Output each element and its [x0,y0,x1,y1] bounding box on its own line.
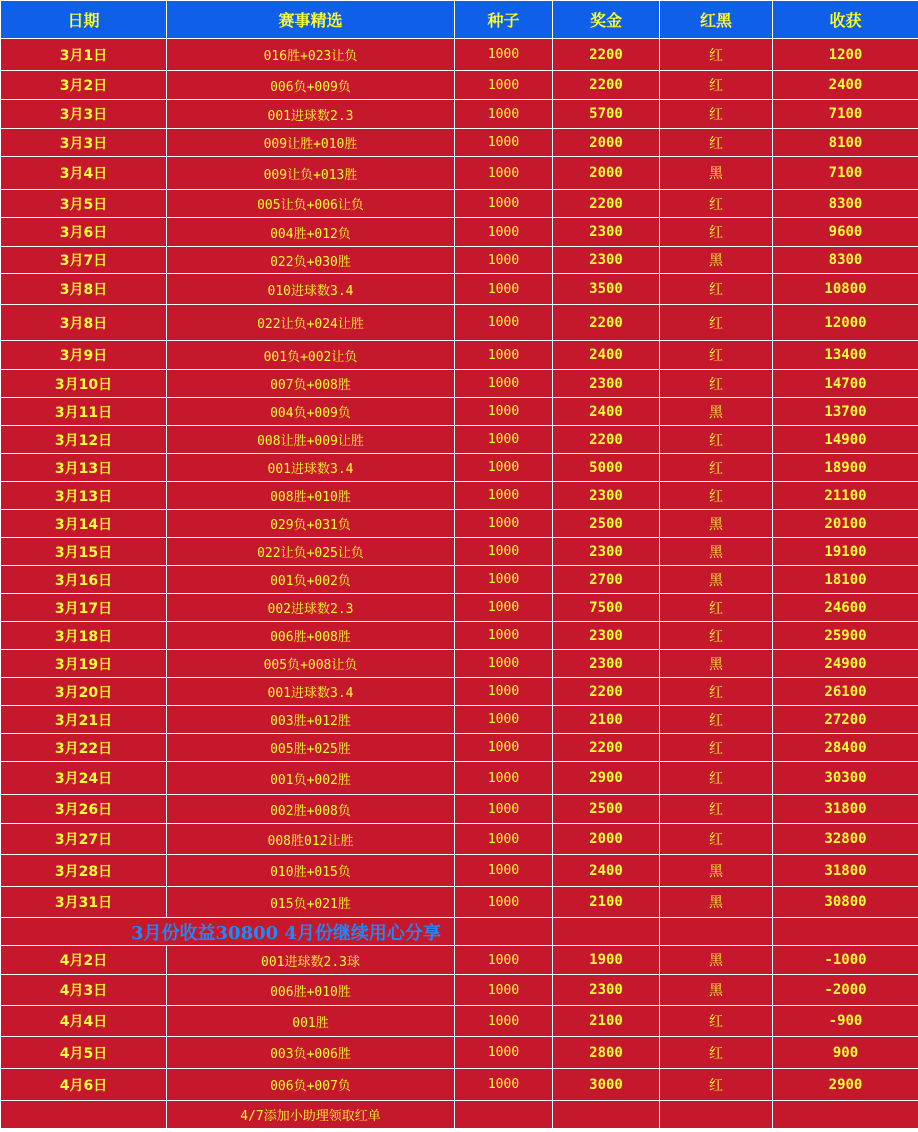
cell-profit: 18900 [773,454,918,482]
table-row [1,100,918,129]
cell-pick: 002胜+008负 [167,795,455,824]
cell-profit: 21100 [773,482,918,510]
cell-profit: 13700 [773,398,918,426]
cell-pick: 001胜 [167,1006,455,1037]
table-row [1,855,918,887]
cell-prize: 5000 [553,454,660,482]
cell-profit: 30300 [773,762,918,795]
cell-prize: 2200 [553,734,660,762]
table-row [1,650,918,678]
cell-pick: 004胜+012负 [167,218,455,247]
cell-result: 红 [660,1069,773,1101]
cell-prize: 2300 [553,247,660,274]
cell-date: 3月13日 [1,454,167,482]
cell-result: 黑 [660,946,773,975]
cell-profit: 24900 [773,650,918,678]
cell-profit: 24600 [773,594,918,622]
cell-profit: 20100 [773,510,918,538]
cell-prize: 2400 [553,398,660,426]
cell-result: 红 [660,1037,773,1069]
cell-seed: 1000 [455,39,553,71]
cell-date: 3月26日 [1,795,167,824]
cell-date: 3月14日 [1,510,167,538]
header-pick: 赛事精选 [167,1,455,39]
cell-pick: 005负+008让负 [167,650,455,678]
cell-profit: 8300 [773,190,918,218]
cell-pick: 022让负+025让负 [167,538,455,566]
cell-date: 3月8日 [1,305,167,341]
cell-date: 3月12日 [1,426,167,454]
cell-result: 黑 [660,247,773,274]
cell-date: 3月1日 [1,39,167,71]
cell-profit: 18100 [773,566,918,594]
footer-empty-cell [773,1101,918,1129]
cell-pick: 006负+007负 [167,1069,455,1101]
cell-pick: 008胜012让胜 [167,824,455,855]
march-records [1,39,918,918]
cell-prize: 1900 [553,946,660,975]
table-row [1,398,918,426]
cell-result: 红 [660,100,773,129]
cell-pick: 015负+021胜 [167,887,455,918]
cell-pick: 005让负+006让负 [167,190,455,218]
cell-result: 红 [660,482,773,510]
cell-result: 黑 [660,510,773,538]
cell-result: 红 [660,39,773,71]
cell-profit: -2000 [773,975,918,1006]
footer-empty-cell [1,1101,167,1129]
cell-date: 3月19日 [1,650,167,678]
table-row [1,274,918,305]
cell-profit: 31800 [773,795,918,824]
cell-pick: 001负+002让负 [167,341,455,370]
cell-profit: 7100 [773,157,918,190]
cell-prize: 7500 [553,594,660,622]
cell-date: 3月3日 [1,100,167,129]
cell-pick: 005胜+025胜 [167,734,455,762]
cell-seed: 1000 [455,190,553,218]
cell-seed: 1000 [455,100,553,129]
cell-profit: 25900 [773,622,918,650]
table-row [1,1037,918,1069]
cell-result: 红 [660,426,773,454]
cell-seed: 1000 [455,510,553,538]
cell-result: 红 [660,762,773,795]
table-row [1,482,918,510]
cell-profit: 12000 [773,305,918,341]
cell-result: 黑 [660,157,773,190]
cell-pick: 001负+002胜 [167,762,455,795]
cell-result: 红 [660,1006,773,1037]
table-row [1,622,918,650]
table-row [1,157,918,190]
cell-seed: 1000 [455,247,553,274]
cell-date: 3月27日 [1,824,167,855]
cell-seed: 1000 [455,274,553,305]
cell-prize: 2400 [553,341,660,370]
table-row [1,946,918,975]
cell-pick: 009让胜+010胜 [167,129,455,157]
cell-prize: 2200 [553,71,660,100]
summary-section [1,918,918,946]
cell-seed: 1000 [455,218,553,247]
cell-date: 3月11日 [1,398,167,426]
cell-prize: 2300 [553,622,660,650]
cell-prize: 2100 [553,1006,660,1037]
table-row [1,71,918,100]
cell-seed: 1000 [455,706,553,734]
cell-seed: 1000 [455,678,553,706]
cell-prize: 2000 [553,157,660,190]
cell-profit: 13400 [773,341,918,370]
cell-pick: 016胜+023让负 [167,39,455,71]
cell-profit: 26100 [773,678,918,706]
cell-result: 红 [660,129,773,157]
cell-seed: 1000 [455,824,553,855]
table-row [1,538,918,566]
cell-pick: 010进球数3.4 [167,274,455,305]
cell-pick: 004负+009负 [167,398,455,426]
cell-date: 3月24日 [1,762,167,795]
header-seed: 种子 [455,1,553,39]
cell-pick: 008胜+010胜 [167,482,455,510]
cell-seed: 1000 [455,454,553,482]
cell-date: 3月3日 [1,129,167,157]
cell-profit: 28400 [773,734,918,762]
cell-prize: 2000 [553,824,660,855]
table-row [1,594,918,622]
summary-empty-cell [553,918,660,946]
cell-seed: 1000 [455,855,553,887]
table-row [1,454,918,482]
cell-prize: 2200 [553,426,660,454]
cell-date: 4月2日 [1,946,167,975]
cell-result: 黑 [660,855,773,887]
table-row [1,510,918,538]
cell-date: 4月5日 [1,1037,167,1069]
cell-profit: 32800 [773,824,918,855]
table-row [1,734,918,762]
cell-seed: 1000 [455,398,553,426]
cell-seed: 1000 [455,762,553,795]
cell-date: 3月15日 [1,538,167,566]
cell-seed: 1000 [455,341,553,370]
cell-date: 4月6日 [1,1069,167,1101]
table-row [1,305,918,341]
cell-result: 红 [660,190,773,218]
cell-pick: 009让负+013胜 [167,157,455,190]
cell-seed: 1000 [455,887,553,918]
cell-seed: 1000 [455,538,553,566]
cell-profit: 1200 [773,39,918,71]
cell-prize: 2300 [553,975,660,1006]
cell-seed: 1000 [455,946,553,975]
cell-profit: 2400 [773,71,918,100]
cell-pick: 006胜+010胜 [167,975,455,1006]
cell-seed: 1000 [455,594,553,622]
cell-profit: 8100 [773,129,918,157]
cell-seed: 1000 [455,1069,553,1101]
cell-prize: 2200 [553,678,660,706]
table-row [1,795,918,824]
cell-result: 黑 [660,887,773,918]
cell-pick: 001负+002负 [167,566,455,594]
cell-result: 红 [660,795,773,824]
cell-seed: 1000 [455,1037,553,1069]
summary-empty-cell [660,918,773,946]
cell-profit: 14900 [773,426,918,454]
cell-date: 3月4日 [1,157,167,190]
footer-empty-cell [553,1101,660,1129]
cell-prize: 5700 [553,100,660,129]
header-result: 红黑 [660,1,773,39]
cell-seed: 1000 [455,734,553,762]
cell-date: 3月9日 [1,341,167,370]
table-row [1,370,918,398]
cell-profit: 10800 [773,274,918,305]
cell-prize: 2500 [553,510,660,538]
cell-seed: 1000 [455,426,553,454]
cell-pick: 010胜+015负 [167,855,455,887]
cell-date: 3月20日 [1,678,167,706]
cell-pick: 003胜+012胜 [167,706,455,734]
cell-date: 3月10日 [1,370,167,398]
cell-prize: 3500 [553,274,660,305]
cell-pick: 003负+006胜 [167,1037,455,1069]
table-row [1,887,918,918]
cell-seed: 1000 [455,71,553,100]
footer-section [1,1101,918,1129]
cell-date: 4月4日 [1,1006,167,1037]
cell-result: 红 [660,594,773,622]
cell-result: 红 [660,341,773,370]
table-row [1,566,918,594]
cell-profit: 27200 [773,706,918,734]
cell-date: 3月17日 [1,594,167,622]
cell-pick: 006负+009负 [167,71,455,100]
cell-pick: 007负+008胜 [167,370,455,398]
cell-profit: 31800 [773,855,918,887]
cell-date: 3月16日 [1,566,167,594]
cell-prize: 2200 [553,305,660,341]
cell-prize: 2300 [553,370,660,398]
cell-profit: 2900 [773,1069,918,1101]
cell-pick: 008让胜+009让胜 [167,426,455,454]
cell-seed: 1000 [455,129,553,157]
cell-result: 红 [660,71,773,100]
april-records [1,946,918,1101]
cell-pick: 022负+030胜 [167,247,455,274]
table-row [1,218,918,247]
cell-result: 红 [660,824,773,855]
cell-date: 3月7日 [1,247,167,274]
cell-result: 黑 [660,566,773,594]
cell-profit: 19100 [773,538,918,566]
cell-date: 3月13日 [1,482,167,510]
cell-pick: 001进球数2.3 [167,100,455,129]
cell-result: 红 [660,305,773,341]
cell-date: 3月31日 [1,887,167,918]
cell-seed: 1000 [455,622,553,650]
cell-date: 3月21日 [1,706,167,734]
cell-prize: 2200 [553,190,660,218]
cell-result: 红 [660,622,773,650]
header-profit: 收获 [773,1,918,39]
cell-prize: 2800 [553,1037,660,1069]
footer-row [1,1101,918,1129]
cell-result: 红 [660,678,773,706]
summary-row [1,918,918,946]
table-row [1,39,918,71]
cell-seed: 1000 [455,482,553,510]
footer-empty-cell [660,1101,773,1129]
cell-date: 3月2日 [1,71,167,100]
summary-text: 3月份收益30800 4月份继续用心分享 [1,918,455,946]
cell-seed: 1000 [455,370,553,398]
cell-profit: 14700 [773,370,918,398]
cell-result: 红 [660,370,773,398]
cell-date: 3月8日 [1,274,167,305]
cell-result: 红 [660,274,773,305]
cell-prize: 2300 [553,650,660,678]
cell-prize: 2700 [553,566,660,594]
cell-prize: 2100 [553,887,660,918]
cell-seed: 1000 [455,157,553,190]
cell-result: 红 [660,734,773,762]
summary-empty-cell [455,918,553,946]
cell-profit: 9600 [773,218,918,247]
footer-empty-cell [455,1101,553,1129]
cell-pick: 001进球数2.3球 [167,946,455,975]
cell-pick: 002进球数2.3 [167,594,455,622]
cell-date: 3月22日 [1,734,167,762]
cell-pick: 029负+031负 [167,510,455,538]
cell-seed: 1000 [455,795,553,824]
cell-prize: 3000 [553,1069,660,1101]
table-row [1,975,918,1006]
cell-profit: 30800 [773,887,918,918]
cell-prize: 2100 [553,706,660,734]
cell-prize: 2500 [553,795,660,824]
table-row [1,426,918,454]
footer-note: 4/7添加小助理领取红单 [167,1101,455,1129]
cell-result: 红 [660,218,773,247]
summary-empty-cell [773,918,918,946]
table-row [1,762,918,795]
cell-prize: 2000 [553,129,660,157]
cell-seed: 1000 [455,1006,553,1037]
cell-pick: 006胜+008胜 [167,622,455,650]
table-row [1,824,918,855]
cell-result: 黑 [660,398,773,426]
header-date: 日期 [1,1,167,39]
cell-pick: 001进球数3.4 [167,454,455,482]
table-row [1,1069,918,1101]
cell-pick: 022让负+024让胜 [167,305,455,341]
header-prize: 奖金 [553,1,660,39]
cell-seed: 1000 [455,305,553,341]
table-row [1,247,918,274]
cell-prize: 2300 [553,218,660,247]
table-row [1,1006,918,1037]
cell-profit: 7100 [773,100,918,129]
cell-prize: 2200 [553,39,660,71]
table-row [1,129,918,157]
cell-prize: 2900 [553,762,660,795]
cell-seed: 1000 [455,650,553,678]
cell-profit: -900 [773,1006,918,1037]
cell-date: 3月18日 [1,622,167,650]
cell-profit: 8300 [773,247,918,274]
table-row [1,190,918,218]
cell-profit: -1000 [773,946,918,975]
cell-result: 黑 [660,650,773,678]
cell-seed: 1000 [455,975,553,1006]
cell-date: 3月5日 [1,190,167,218]
table-row [1,706,918,734]
cell-date: 3月6日 [1,218,167,247]
cell-prize: 2300 [553,482,660,510]
cell-result: 黑 [660,538,773,566]
table-row [1,678,918,706]
cell-profit: 900 [773,1037,918,1069]
cell-pick: 001进球数3.4 [167,678,455,706]
cell-date: 3月28日 [1,855,167,887]
cell-date: 4月3日 [1,975,167,1006]
cell-result: 红 [660,454,773,482]
cell-result: 红 [660,706,773,734]
cell-prize: 2300 [553,538,660,566]
cell-prize: 2400 [553,855,660,887]
header-row [1,1,918,39]
cell-seed: 1000 [455,566,553,594]
cell-result: 黑 [660,975,773,1006]
table-row [1,341,918,370]
